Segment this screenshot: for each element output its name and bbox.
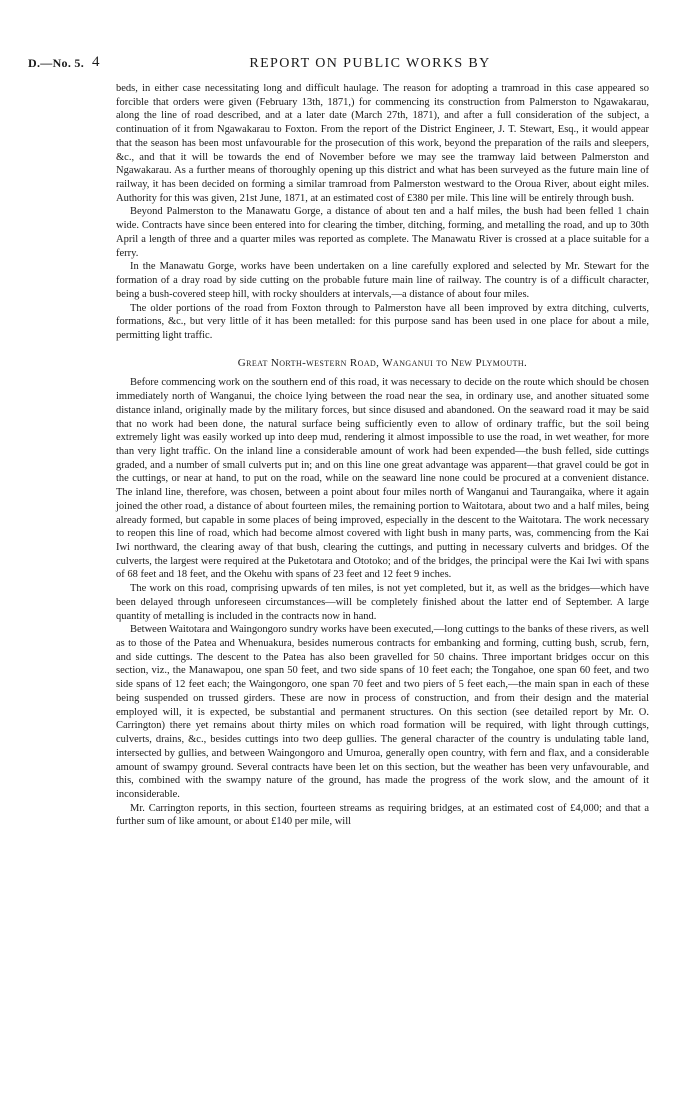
paragraph: Between Waitotara and Waingongoro sundry works have been executed,—long cuttings to the banks of these rivers, as well as to those of the Patea and Whenuakura, besides numerous contracts for embanking and forming, cutting bush, scrub, fern, and side cuttings. The descent to the Patea has also been gravelled for 50 chains. Three important bridges occur on this section, viz., the Manawapou, one span 50 feet, and two side spans of 10 feet each; the Tongahoe, one span 60 feet, and two side spans of 12 feet each; the Waingongoro, one span 70 feet and two piers of 5 feet each,—the main span in each of these being suspended on trussed girders. These are now in process of construction, and from their design and the material employed will, it is expected, be substantial and permanent structures. On this section (see detailed report by Mr. O. Carrington) there yet remains about thirty miles on which road formation will be required, with light through cuttings, culverts, drains, &c., besides cuttings into two deep gullies. The general character of the country is undulating table land, intersected by gullies, and between Waingongoro and Umuroa, generally open country, with fern and flax, and a considerable amount of swampy ground. Several contracts have been let on this section, but the weather has been very unfavourable, and this, combined with the swampy nature of the ground, has made the progress of the work slow, and the amount of it inconsiderable.	[116, 624, 649, 800]
document-reference: D.—No. 5.	[28, 56, 85, 70]
paragraph: beds, in either case necessitating long and difficult haulage. The reason for adopting a tramroad in this case appeared so forcible that orders were given (February 13th, 1871,) for commencing its construction from Palmerston to Ngawakarau, along the line of road described, and at a later date (March 27th, 1871), and after a full consideration of the subject, a continuation of it from Ngawakarau to Foxton. From the report of the District Engineer, J. T. Stewart, Esq., it would appear that the season has been most unfavourable for the prosecution of this work, beyond the preparation of the rails and sleepers, &c., and that it will be towards the end of November before we may see the tramway laid between Palmerston and Ngawakarau. As a further means of thoroughly opening up this district and what has been surveyed as the future main line of railway, it has been decided on forming a similar tramroad from Palmerston westward to the Oroua River, about eight miles. Authority for this was given, 21st June, 1871, at an estimated cost of £380 per mile. This line will be entirely through bush.	[116, 83, 649, 204]
paragraph: The work on this road, comprising upwards of ten miles, is not yet completed, but it, as well as the bridges—which have been delayed through unforeseen circumstances—will be completely finished about the latter end of September. A large quantity of metalling is included in the contracts now in hand.	[116, 583, 649, 622]
report-body	[116, 82, 649, 829]
running-title: REPORT ON PUBLIC WORKS BY	[249, 56, 491, 71]
paragraph: In the Manawatu Gorge, works have been undertaken on a line carefully explored and selected by Mr. Stewart for the formation of a dray road by side cutting on the probable future main line of railway. The country is of a difficult character, being a bush-covered steep hill, with rocky shoulders at intervals,—a distance of about four miles.	[116, 261, 649, 300]
paragraph: Before commencing work on the southern end of this road, it was necessary to decide on the route which should be chosen immediately north of Wanganui, the choice lying between the road near the sea, in ordinary use, and another situated some distance inland, originally made by the military forces, but since disused and abandoned. On the seaward road it may be said that no work had been done, the natural surface being sufficiently even to allow of ordinary traffic, but the soil being extremely light was easily worked up into deep mud, rendering it almost impossible to use the road, in wet weather, for more than very light traffic. On the inland line a considerable amount of work had been expended—the bush felled, side cuttings graded, and a number of small culverts put in; and on this line one great advantage was apparent—that gravel could be got in the cuttings, or near at hand, to put on the road, while on the seaward line none could be procured at a convenient distance. The inland line, therefore, was chosen, between a point about four miles north of Wanganui and Taurangaika, where it again joined the other road, a distance of about fourteen miles, the remaining portion to Waitotara, about two and a half miles, being already formed, but capable in some places of being improved, especially in the descent to the Waitotara. The work necessary to reopen this line of road, which had become almost covered with light bush in many parts, was, commencing from the Kai Iwi northward, the clearing away of that bush, clearing the cuttings, and putting in necessary culverts and bridges. Of the culverts, the largest were required at the Puketotara and Ototoko; and of the bridges, the principal were the Kai Iwi with spans of 68 feet and 18 feet, and the Okehu with spans of 23 feet and 12 feet 9 inches.	[116, 377, 649, 581]
paragraph: The older portions of the road from Foxton through to Palmerston have all been improved by extra ditching, culverts, formations, &c., but very little of it has been metalled: for this purpose sand has been used in one place for about a mile, permitting light traffic.	[116, 302, 649, 341]
paragraph: Mr. Carrington reports, in this section, fourteen streams as requiring bridges, at an estimated cost of £4,000; and that a further sum of like amount, or about £140 per mile, will	[116, 802, 649, 828]
section-heading: Great North-western Road, Wanganui to New Plymouth.	[237, 356, 528, 369]
page-header	[28, 56, 672, 76]
page-number: 4	[92, 54, 100, 70]
paragraph: Beyond Palmerston to the Manawatu Gorge, a distance of about ten and a half miles, the bush had been felled 1 chain wide. Contracts have since been entered into for clearing the timber, ditching, forming, and metalling the road, and up to 30th April a length of three and a quarter miles was reported as complete. The Manawatu River is crossed at a place suitable for a ferry.	[116, 206, 649, 259]
